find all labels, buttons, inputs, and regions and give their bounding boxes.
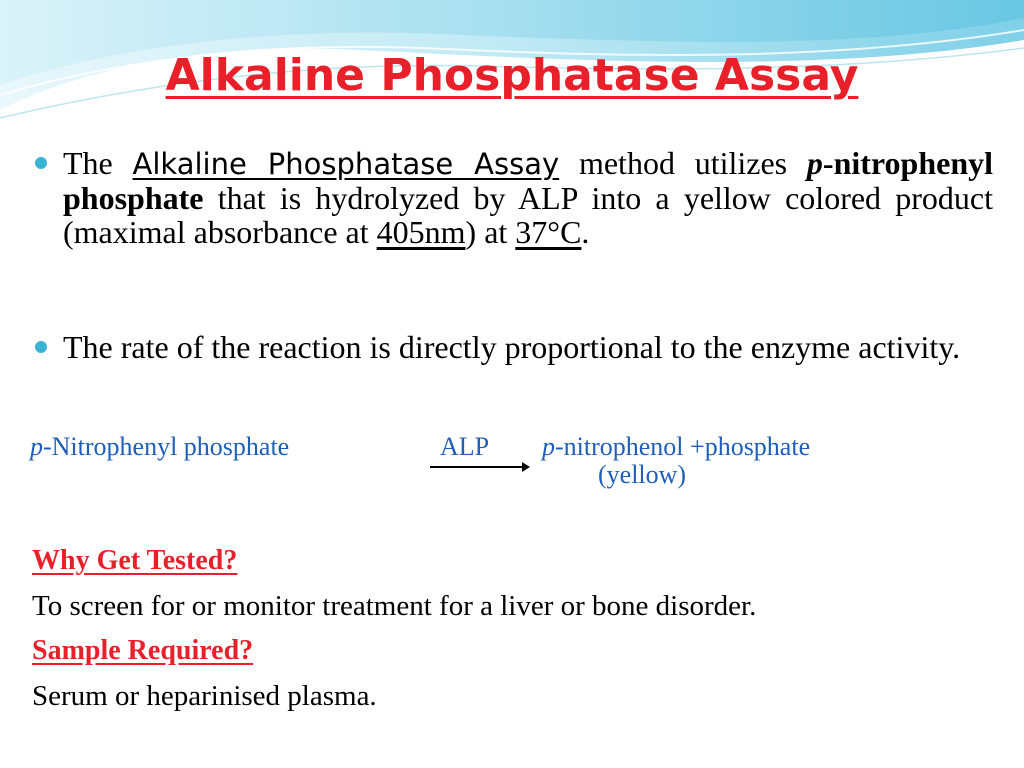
reaction-product-note: (yellow) (598, 460, 687, 489)
text-hydrolyzed: that is hydrolyzed by ALP into a yellow colored product (maximal absorbance at (63, 180, 993, 250)
p-italic: p (806, 145, 823, 181)
bullet-rate (33, 330, 993, 364)
bullet-assay-method (33, 146, 993, 249)
product-text: -nitrophenol +phosphate (555, 432, 811, 461)
reaction-substrate (30, 432, 289, 462)
bullet-text (63, 146, 993, 249)
why-tested-answer: To screen for or monitor treatment for a liver or bone disorder. (32, 590, 757, 622)
reaction-product (542, 432, 810, 462)
text-period: . (581, 214, 590, 250)
temperature-value: 37°C (515, 214, 582, 250)
reaction-arrow-icon (430, 461, 530, 473)
wavelength-value: 405nm (376, 214, 466, 250)
sample-required-answer: Serum or heparinised plasma. (32, 680, 377, 712)
text-at: ) at (465, 214, 516, 250)
why-tested-heading: Why Get Tested? (32, 545, 238, 576)
text-method-utilizes: method utilizes (578, 145, 807, 181)
reaction-enzyme: ALP (440, 432, 490, 461)
slide-title: Alkaline Phosphatase Assay (165, 50, 859, 101)
substrate-bold: -nitrophenyl phosphate (63, 145, 994, 216)
assay-name: Alkaline Phosphatase Assay (132, 147, 560, 181)
bullet-dot-icon (33, 146, 63, 180)
product-p: p (542, 432, 555, 461)
substrate-text: -Nitrophenyl phosphate (43, 432, 290, 461)
bullet-text: The rate of the reaction is directly proportional to the enzyme activity. (63, 329, 961, 365)
sample-required-heading: Sample Required? (32, 635, 254, 666)
substrate-p: p (30, 432, 43, 461)
bullet-dot-icon (33, 330, 63, 364)
text-the: The (63, 145, 113, 181)
